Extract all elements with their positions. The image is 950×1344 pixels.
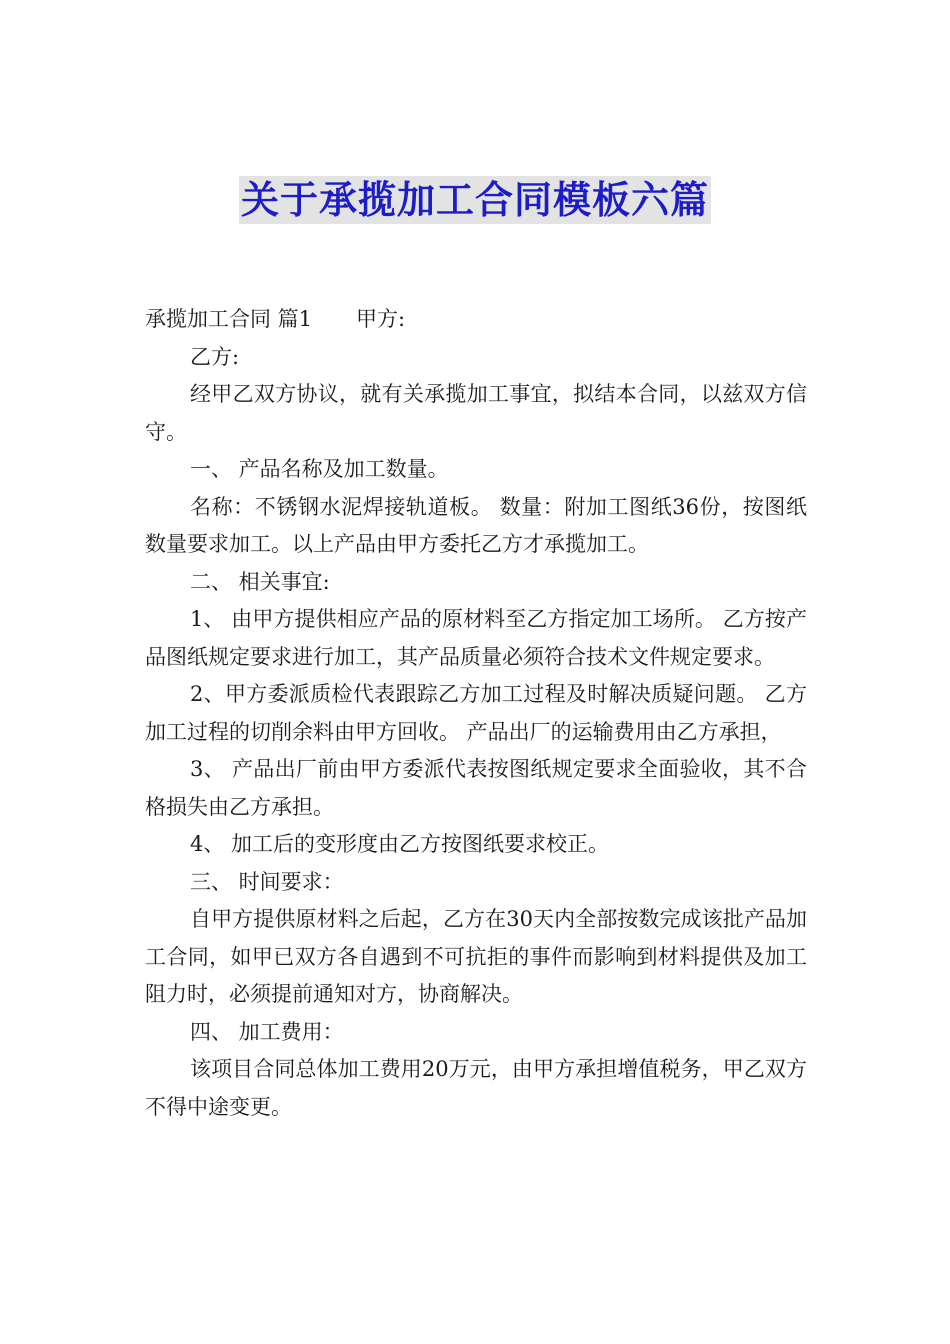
party-b-label: 乙方:: [190, 344, 240, 369]
document-title: 关于承揽加工合同模板六篇: [240, 178, 709, 222]
clause-1: 1、 由甲方提供相应产品的原材料至乙方指定加工场所。 乙方按产品图纸规定要求进行加工，其产品质量必须符合技术文件规定要求。: [145, 607, 807, 669]
clause-3: 3、 产品出厂前由甲方委派代表按图纸规定要求全面验收，其不合格损失由乙方承担。: [145, 757, 807, 819]
paragraph-fee: 该项目合同总体加工费用20万元，由甲方承担增值税务，甲乙双方不得中途变更。: [145, 1057, 807, 1119]
title-wrapper: [0, 176, 950, 224]
party-a-label: 甲方:: [356, 307, 406, 331]
section-2-heading: 二、 相关事宜:: [190, 569, 330, 594]
paragraph-time: 自甲方提供原材料之后起，乙方在30天内全部按数完成该批产品加工合同，如甲已双方各自遇到不可抗拒的事件而影响到材料提供及加工阻力时，必须提前通知对方，协商解决。: [145, 907, 807, 1006]
clause-4: 4、 加工后的变形度由乙方按图纸要求校正。: [190, 832, 610, 856]
section-1-heading: 一、 产品名称及加工数量。: [190, 457, 449, 481]
paragraph-intro: 经甲乙双方协议，就有关承揽加工事宜，拟结本合同，以兹双方信守。: [145, 382, 807, 444]
section-heading: 承揽加工合同 篇1: [145, 307, 313, 331]
document-body: [145, 301, 807, 1126]
clause-2: 2、甲方委派质检代表跟踪乙方加工过程及时解决质疑问题。 乙方加工过程的切削余料由甲方回收。 产品出厂的运输费用由乙方承担，: [145, 682, 807, 744]
paragraph-product-name: 名称：不锈钢水泥焊接轨道板。 数量：附加工图纸36份，按图纸数量要求加工。以上产品由甲方委托乙方才承揽加工。: [145, 494, 807, 556]
section-3-heading: 三、 时间要求：: [190, 869, 344, 894]
section-4-heading: 四、 加工费用：: [190, 1019, 344, 1044]
section-heading-line: [145, 301, 807, 339]
